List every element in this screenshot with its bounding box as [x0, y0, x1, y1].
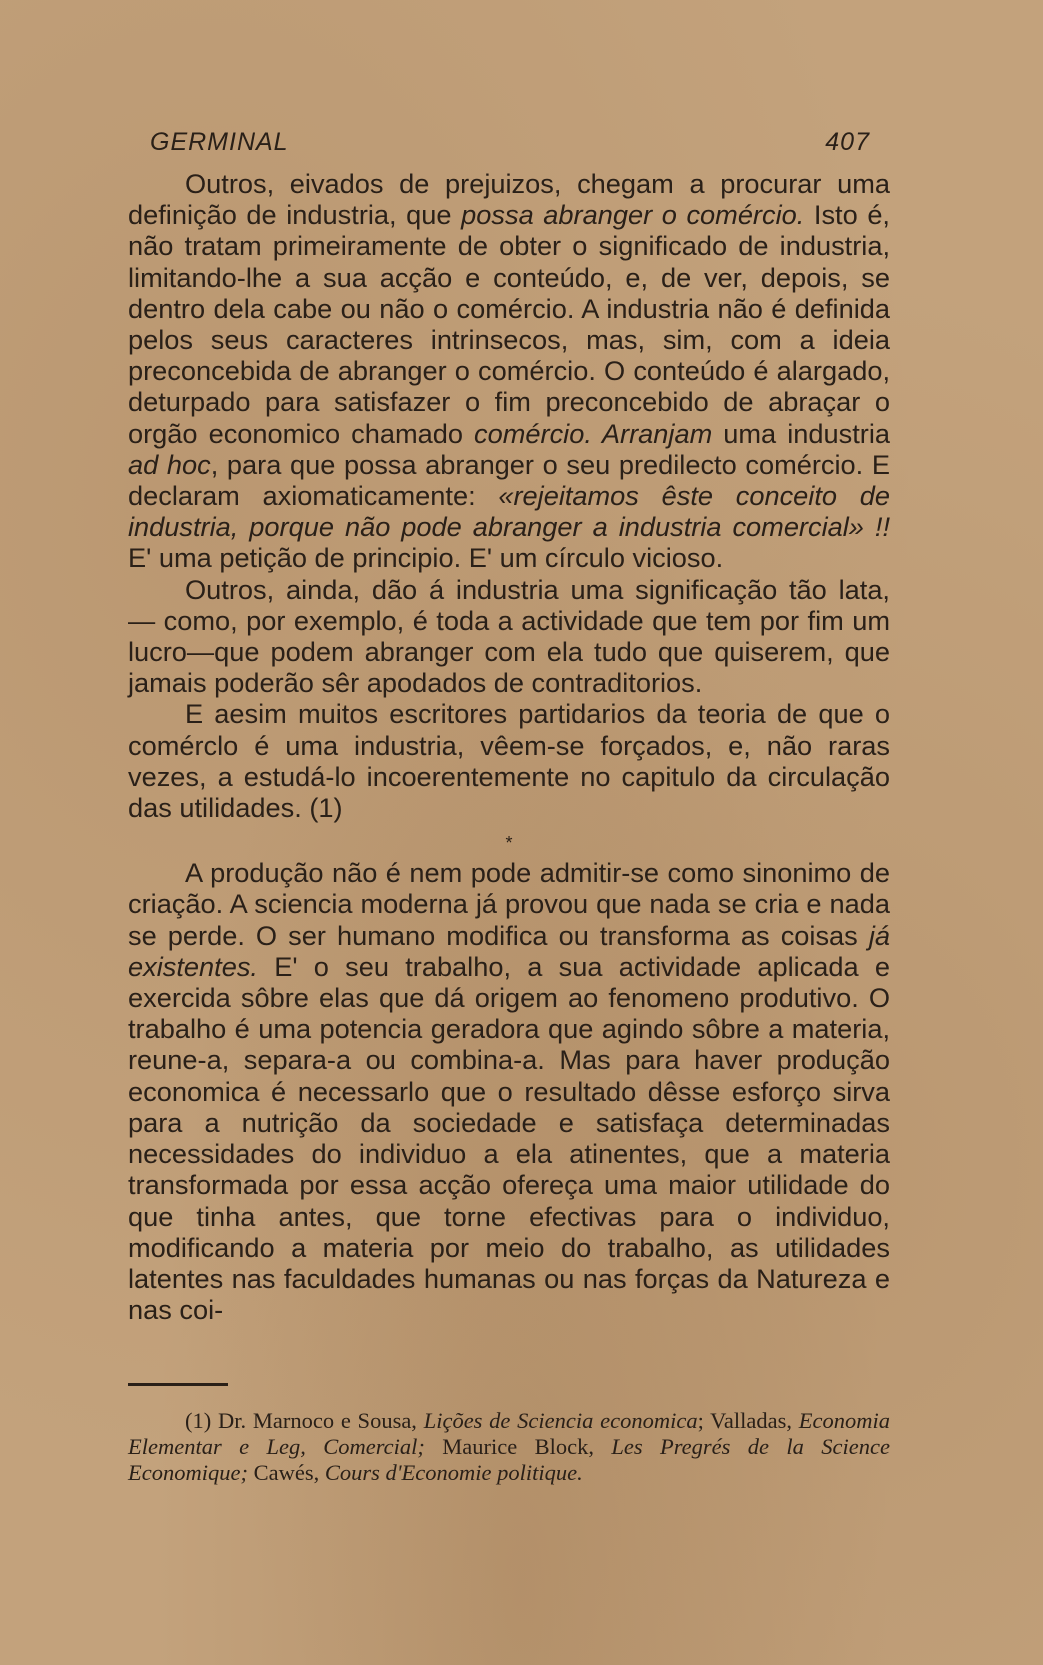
text-run: (1) Dr. Marnoco e Sousa,: [185, 1408, 424, 1434]
italic-text: Cours d'Economie politique.: [324, 1460, 583, 1486]
italic-text: Lições de Sciencia economica: [423, 1408, 698, 1434]
text-run: Outros, eivados de prejuizos, chegam a procurar uma definição de industria, que: [128, 168, 890, 231]
italic-text: «rejeitamos êste conceito de industria, porque não pode abranger a industria comercial» !!: [128, 480, 890, 543]
italic-text: Les Pregrés de la Science Economique;: [128, 1434, 890, 1486]
text-run: Isto é, não tratam primeiramente de obter o significado de industria, limitando-lhe a sua acção e conteúdo, e, de ver, depois, se dentro dela cabe ou não o comércio. A industria não é definida pelos seus caracteres intrinsecos, mas, sim, com a ideia preconcebida de abranger o comércio. O conteúdo é alargado, deturpado para satisfazer o fim preconcebido de abraçar o orgão economico chamado: [128, 199, 890, 449]
text-run: uma industria: [712, 417, 890, 449]
text-run: A produção não é nem pode admitir-se como sinonimo de criação. A sciencia moderna já provou que nada se cria e nada se perde. O ser humano modifica ou transforma as coisas: [128, 857, 890, 951]
italic-text: Economia Elementar e Leg, Comercial;: [128, 1408, 890, 1460]
paragraph: [128, 857, 890, 1325]
running-title: GERMINAL: [150, 128, 289, 156]
footnote-rule: [128, 1383, 228, 1386]
italic-text: ad hoc: [128, 448, 211, 480]
paragraph-group-2: [128, 857, 890, 1325]
footnote: [128, 1408, 890, 1486]
paragraph: [128, 168, 890, 574]
paragraph-group-1: [128, 168, 890, 823]
italic-text: já existentes.: [128, 919, 890, 982]
text-run: ; Valladas,: [697, 1408, 799, 1434]
text-run: , para que possa abranger o seu predilecto comércio. E declaram axiomaticamente:: [128, 448, 890, 512]
text-run: Maurice Block,: [424, 1434, 612, 1460]
italic-text: comércio. Arranjam: [474, 417, 713, 449]
italic-text: possa abranger o comércio.: [461, 199, 805, 231]
text-run: E aesim muitos escritores partidarios da teoria de que o comérclo é uma industria, vêem-se forçados, e, não raras vezes, a estudá-lo incoerentemente no capitulo da circulação das utilidades. (1): [128, 698, 890, 824]
section-separator: *: [505, 833, 513, 854]
text-run: E' o seu trabalho, a sua actividade aplicada e exercida sôbre elas que dá origem ao fenomeno produtivo. O trabalho é uma potencia geradora que agindo sôbre a materia, reune-a, separa-a ou combina-a. Mas para haver produção economica é necessarlo que o resultado dêsse esforço sirva para a nutrição da sociedade e satisfaça determinadas necessidades do individuo a ela atinentes, que a materia transformada por essa acção ofereça uma maior utilidade do que tinha antes, que torne efectivas para o individuo, modificando a materia por meio do trabalho, as utilidades latentes nas faculdades humanas ou nas forças da Natureza e nas coi-: [128, 950, 890, 1326]
text-run: E' uma petição de principio. E' um círculo vicioso.: [128, 542, 724, 574]
paragraph: [128, 574, 890, 699]
page-number: 407: [825, 128, 870, 156]
page-content: [128, 128, 890, 1486]
text-run: Cawés,: [247, 1460, 325, 1486]
footnote-text: [128, 1408, 890, 1486]
body-text: [128, 168, 890, 1325]
text-run: Outros, ainda, dão á industria uma significação tão lata, — como, por exemplo, é toda a actividade que tem por fim um lucro—que podem abranger com ela tudo que quiserem, que jamais poderão sêr apodados de contraditorios.: [128, 573, 890, 699]
running-header: [128, 128, 890, 168]
paragraph: [128, 698, 890, 823]
